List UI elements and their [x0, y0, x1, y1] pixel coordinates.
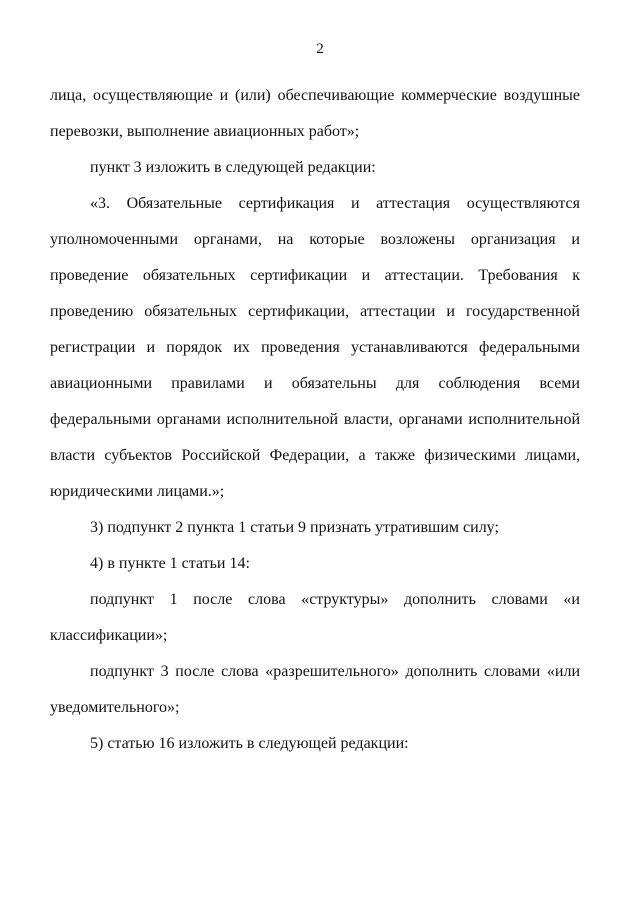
paragraph-item-4: 4) в пункте 1 статьи 14:	[90, 555, 250, 572]
paragraph-item-4-sub-1: подпункт 1 после слова «структуры» дополнить словами «и классификации»;	[50, 591, 580, 644]
paragraph-item-4-sub-3: подпункт 3 после слова «разрешительного» дополнить словами «или уведомительного»;	[50, 663, 580, 716]
paragraph-point-3-text: «3. Обязательные сертификация и аттестация осуществляются уполномоченными органами, на которые возложены организация и проведение обязательных сертификации и аттестации. Требования к проведению обязательных сертификации, аттестации и государственной регистрации и порядок их проведения устанавливаются федеральными авиационными правилами и обязательны для соблюдения всеми федеральными органами исполнительной власти, органами исполнительной власти субъектов Российской Федерации, а также физическими лицами, юридическими лицами.»;	[50, 195, 580, 500]
paragraph-continuation: лица, осуществляющие и (или) обеспечивающие коммерческие воздушные перевозки, выполнение авиационных работ»;	[50, 87, 580, 140]
paragraph-item-3: 3) подпункт 2 пункта 1 статьи 9 признать утратившим силу;	[90, 519, 499, 536]
page-number: 2	[316, 41, 324, 57]
document-body	[50, 78, 580, 762]
paragraph-point-3-intro: пункт 3 изложить в следующей редакции:	[90, 159, 376, 176]
paragraph-item-5: 5) статью 16 изложить в следующей редакции:	[90, 735, 409, 752]
